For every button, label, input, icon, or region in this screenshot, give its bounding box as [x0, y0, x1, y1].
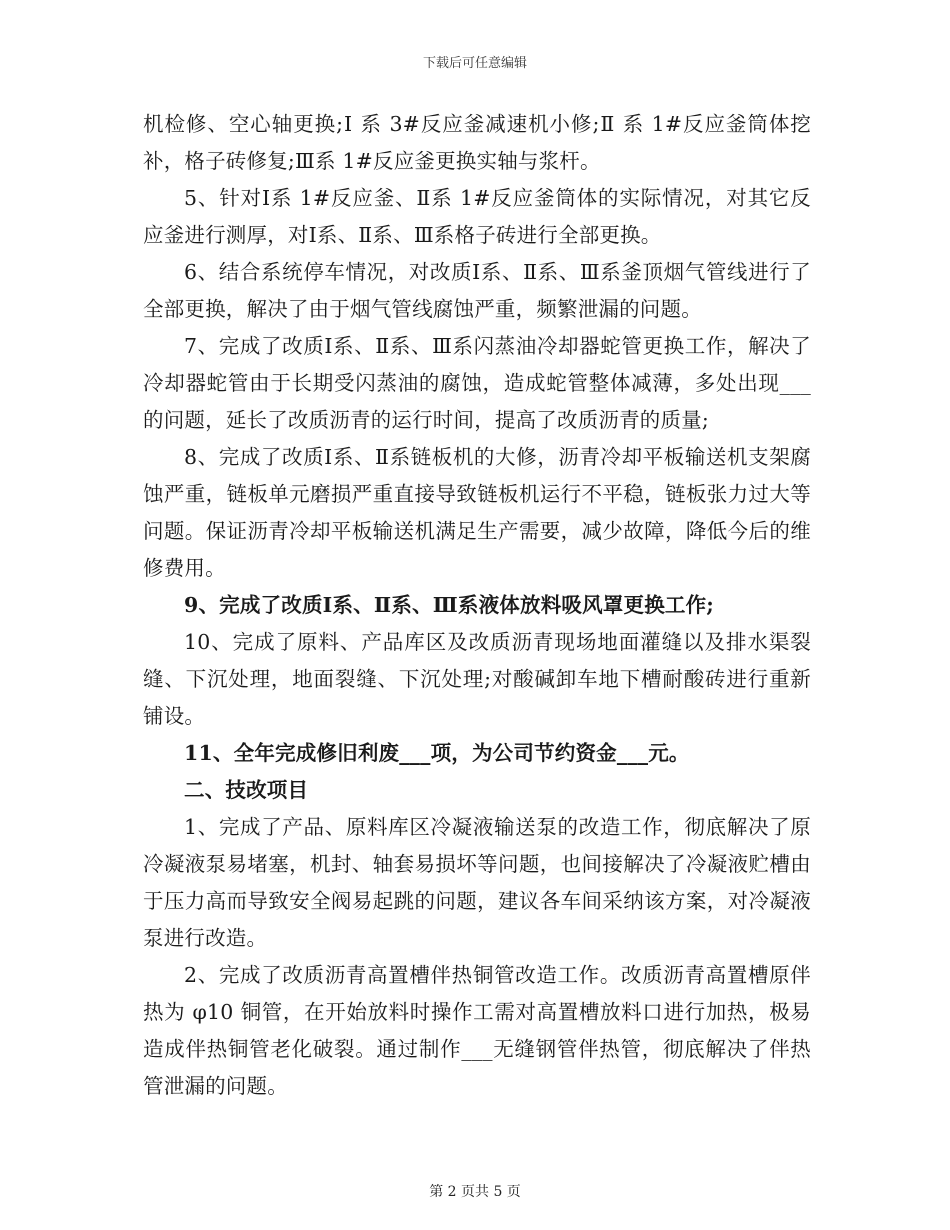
section-heading: 二、技改项目	[184, 778, 309, 802]
paragraph-2: 5、针对Ⅰ系 1#反应釜、Ⅱ系 1#反应釜筒体的实际情况，对其它反应釜进行测厚，对Ⅰ系、Ⅱ系、Ⅲ系格子砖进行全部更换。	[143, 186, 811, 247]
paragraph-4: 7、完成了改质Ⅰ系、Ⅱ系、Ⅲ系闪蒸油冷却器蛇管更换工作，解决了冷却器蛇管由于长期受闪蒸油的腐蚀，造成蛇管整体减薄，多处出现___的问题，延长了改质沥青的运行时间，提高了改质沥青的质量;	[143, 334, 811, 432]
paragraph-9: 1、完成了产品、原料库区冷凝液输送泵的改造工作，彻底解决了原冷凝液泵易堵塞，机封、轴套易损坏等问题，也间接解决了冷凝液贮槽由于压力高而导致安全阀易起跳的问题，建议各车间采纳该方案，对冷凝液泵进行改造。	[143, 815, 811, 950]
paragraph-6: 9、完成了改质Ⅰ系、Ⅱ系、Ⅲ系液体放料吸风罩更换工作;	[184, 593, 715, 617]
page-header: 下载后可任意编辑	[422, 56, 527, 71]
paragraph-7: 10、完成了原料、产品库区及改质沥青现场地面灌缝以及排水渠裂缝、下沉处理，地面裂缝、下沉处理;对酸碱卸车地下槽耐酸砖进行重新铺设。	[143, 630, 811, 728]
page-number: 第 2 页共 5 页	[429, 1184, 521, 1200]
paragraph-8: 11、全年完成修旧利废___项，为公司节约资金___元。	[184, 741, 690, 765]
paragraph-3: 6、结合系统停车情况，对改质Ⅰ系、Ⅱ系、Ⅲ系釜顶烟气管线进行了全部更换，解决了由于烟气管线腐蚀严重，频繁泄漏的问题。	[143, 260, 811, 321]
paragraph-5: 8、完成了改质Ⅰ系、Ⅱ系链板机的大修，沥青冷却平板输送机支架腐蚀严重，链板单元磨损严重直接导致链板机运行不平稳，链板张力过大等问题。保证沥青冷却平板输送机满足生产需要，减少故障，降低今后的维修费用。	[143, 445, 811, 580]
document-body	[143, 106, 811, 1105]
paragraph-10: 2、完成了改质沥青高置槽伴热铜管改造工作。改质沥青高置槽原伴热为 φ10 铜管，在开始放料时操作工需对高置槽放料口进行加热，极易造成伴热铜管老化破裂。通过制作___无缝钢管伴热管，彻底解决了伴热管泄漏的问题。	[143, 963, 811, 1098]
paragraph-1: 机检修、空心轴更换;Ⅰ 系 3#反应釜减速机小修;Ⅱ 系 1#反应釜筒体挖补，格子砖修复;Ⅲ系 1#反应釜更换实轴与浆杆。	[143, 112, 811, 173]
